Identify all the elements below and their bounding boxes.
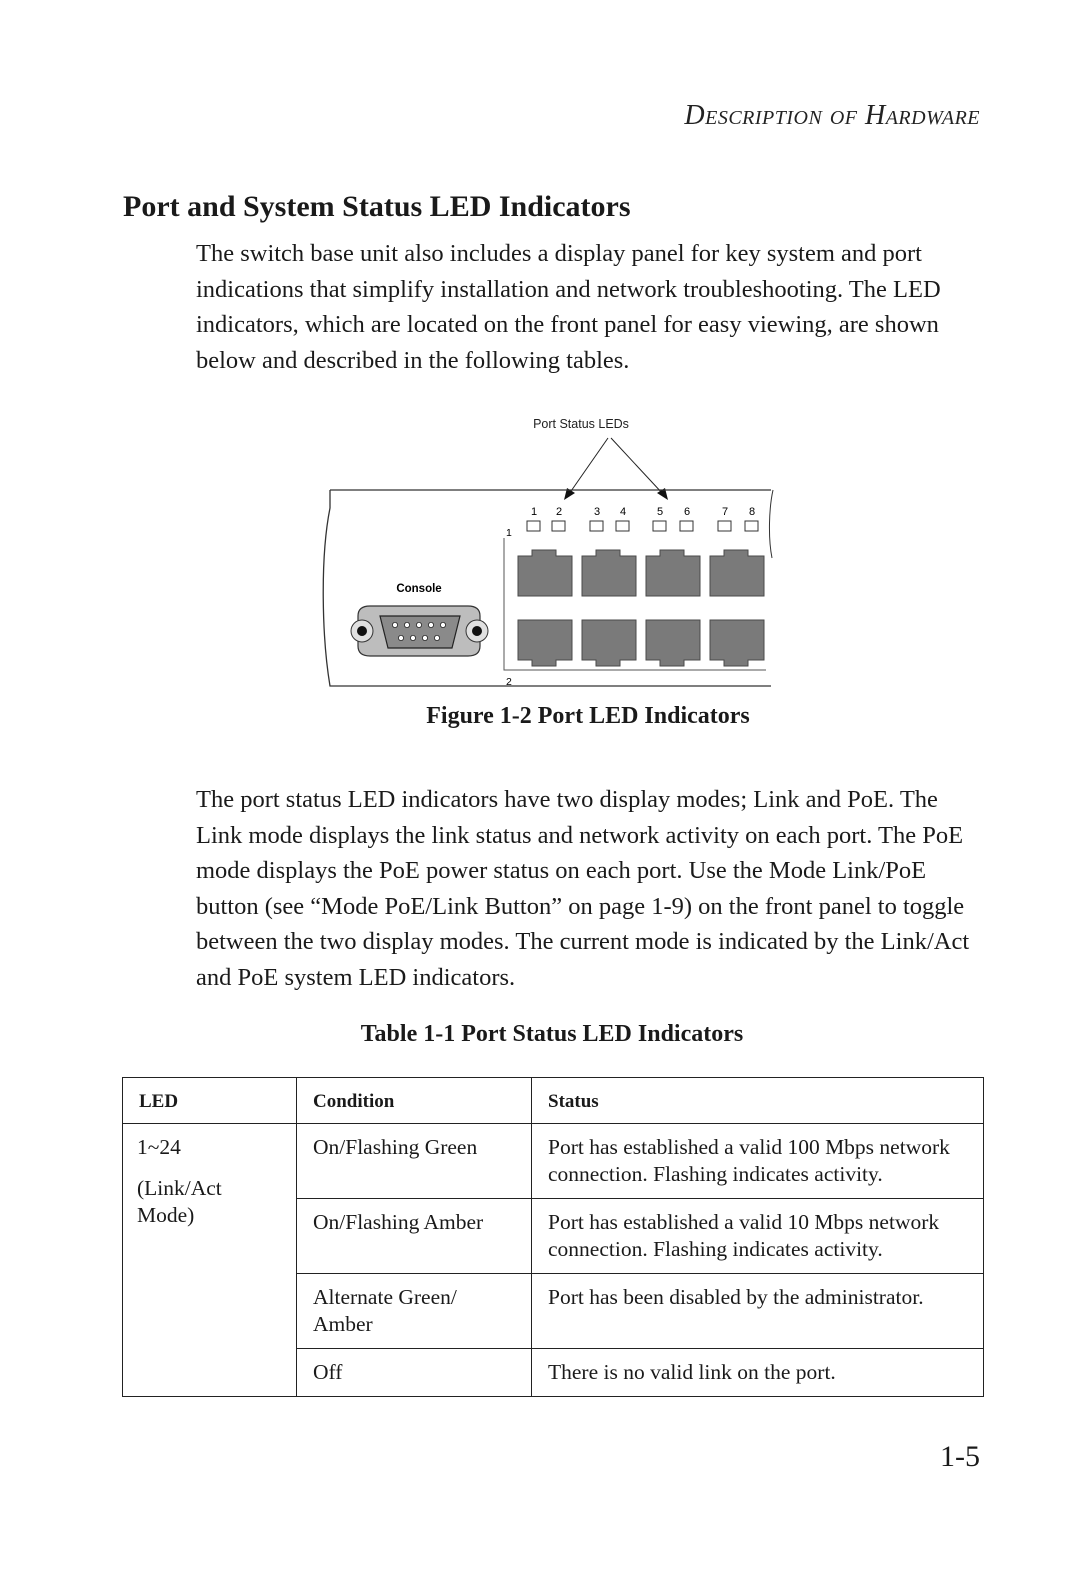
port-number: 2 bbox=[555, 506, 563, 518]
figure-caption: Figure 1-2 Port LED Indicators bbox=[426, 703, 750, 729]
port-led-squares bbox=[527, 521, 758, 531]
status-cell: Port has established a valid 100 Mbps network connection. Flashing indicates activity. bbox=[532, 1124, 984, 1199]
condition-cell: Off bbox=[297, 1349, 532, 1397]
led-value: 1~24 bbox=[137, 1135, 181, 1159]
row-label-bottom: 2 bbox=[506, 676, 512, 688]
row-label-top: 1 bbox=[506, 527, 512, 539]
console-port bbox=[351, 606, 488, 656]
port-number: 8 bbox=[748, 506, 756, 518]
header-condition: Condition bbox=[297, 1078, 532, 1124]
condition-cell: On/Flashing Amber bbox=[297, 1199, 532, 1274]
led-cell bbox=[123, 1124, 297, 1397]
port-numbers bbox=[531, 506, 755, 518]
callout-arrows bbox=[564, 438, 668, 500]
status-cell: Port has established a valid 10 Mbps network connection. Flashing indicates activity. bbox=[532, 1199, 984, 1274]
rj45-ports-bottom bbox=[518, 620, 764, 666]
table-header-row bbox=[123, 1078, 984, 1124]
port-led-figure bbox=[316, 408, 786, 698]
port-number: 7 bbox=[721, 506, 729, 518]
running-header: Description of Hardware bbox=[684, 100, 980, 131]
header-status: Status bbox=[532, 1078, 984, 1124]
table-caption: Table 1-1 Port Status LED Indicators bbox=[360, 1021, 744, 1047]
status-cell: Port has been disabled by the administrator. bbox=[532, 1274, 984, 1349]
port-number: 4 bbox=[619, 506, 627, 518]
status-cell: There is no valid link on the port. bbox=[532, 1349, 984, 1397]
port-number: 1 bbox=[530, 506, 538, 518]
intro-paragraph: The switch base unit also includes a display panel for key system and port indications that simplify installation and network troubleshooting. The LED indicators, which are located on the front panel for easy viewing, are shown below and described in the following tables. bbox=[196, 240, 941, 374]
port-number: 3 bbox=[593, 506, 601, 518]
condition-cell: On/Flashing Green bbox=[297, 1124, 532, 1199]
console-label: Console bbox=[396, 583, 442, 595]
table-row bbox=[123, 1124, 984, 1199]
page-number: 1-5 bbox=[940, 1440, 980, 1473]
port-number: 6 bbox=[683, 506, 691, 518]
rj45-ports-top bbox=[518, 550, 764, 596]
display-modes-paragraph: The port status LED indicators have two display modes; Link and PoE. The Link mode displays the link status and network activity on each port. The PoE mode displays the PoE power status on each port. Use the Mode Link/PoE button (see “Mode PoE/Link Button” on page 1-9) on the front panel to toggle between the two display modes. The current mode is indicated by the Link/Act and PoE system LED indicators. bbox=[196, 786, 970, 991]
condition-cell: Alternate Green/ Amber bbox=[297, 1274, 532, 1349]
port-status-led-table bbox=[122, 1077, 984, 1397]
port-number: 5 bbox=[656, 506, 664, 518]
callout-label: Port Status LEDs bbox=[533, 417, 629, 431]
section-title: Port and System Status LED Indicators bbox=[123, 190, 631, 223]
led-mode: (Link/Act Mode) bbox=[137, 1176, 222, 1227]
header-led: LED bbox=[123, 1078, 297, 1124]
